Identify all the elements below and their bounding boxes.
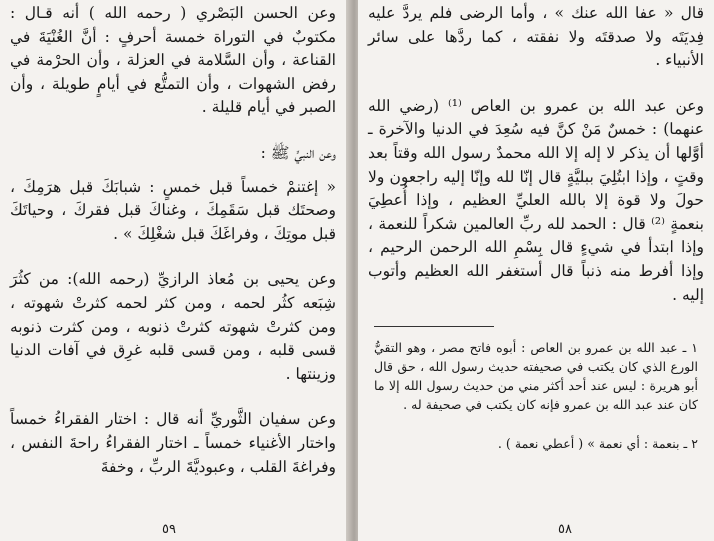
paragraph-hasan-basri: وعن الحسن البَصْري ( رحمه الله ) أنه قـال : مكتوبٌ في التوراة خمسة أحرفٍ : أنَّ الغُنْيَةَ في القناعة ، وأن السَّلامة في العزلة ، وأن الحرْمة في رفض الشهوات ، وأن التمتُّع في أيامٍ طويلة ، وأن الصبر في أيام قليلة . bbox=[10, 4, 336, 117]
right-page bbox=[358, 0, 714, 541]
paragraph-sufyan-thawri: وعن سفيان الثَّوريِّ أنه قال : اختار الفقراءُ خمساً واختار الأغنياء خمساً ـ اختار الفقراءُ راحةَ النفس ، وفراغةَ القلب ، وعبوديَّةَ الربِّ ، وخفةَ bbox=[10, 410, 336, 476]
page-number: ٥٩ bbox=[162, 522, 176, 537]
paragraph-yahya-razi: وعن يحيى بن مُعاذ الرازيِّ (رحمه الله): من كثُرَ شِبَعه كثُر لحمه ، ومن كثر لحمه كثرتْ شهوته ، ومن كثرتْ شهوته كثرتْ ذنوبه ، ومن كثرت ذنوبه قسى قلبه ، ومن قسى قلبه غرِق في آفات الدنيا وزينتها . bbox=[10, 270, 336, 383]
footnotes bbox=[374, 338, 698, 453]
paragraph-hadith-five: « إغتنمْ خمساً قبل خمسٍ : شبابَكَ قبل هرَمِكَ ، وصحتَك قبل سَقَمِكَ ، وغناكَ قبل فقركَ ، وحياتَكَ قبل موتِكَ ، وفراغَكَ قبل شغْلِكَ » . bbox=[10, 177, 336, 243]
left-page bbox=[0, 0, 352, 541]
paragraph-rida: قال « عفا الله عنك » ، وأما الرضى فلم يردَّ عليه فِديَتَه ولا صدقتَه ولا نفقته ، كما ردَّها على سائر الأنبياء . bbox=[368, 4, 704, 70]
page-number: ٥٨ bbox=[558, 522, 572, 537]
left-page-body bbox=[10, 2, 336, 479]
footnote-2: ٢ ـ بنعمة : أي نعمة » ( أعطي نعمة ) . bbox=[497, 436, 698, 451]
paragraph-abdullah-ibn-amr: وعن عبد الله بن عمرو بن العاص ⁽¹⁾ (رضي الله عنهما) : خمسٌ مَنْ كنَّ فيه سُعِدَ في الدنيا والآخرة ـ أوَّلها أن يذكر لا إله إلا الله محمدٌ رسول الله وقتاً بعد وقتٍ ، وإذا ابتُلِيَ ببليَّةٍ قال إنّا لله وإنّا إليه راجعون ولا حولَ ولا قوة إلا بالله العليِّ العظيم ، وإذا أُعطِيَ بنعمةٍ ⁽²⁾ قال : الحمد لله ربِّ العالمين شكراً للنعمة ، وإذا ابتدأ في شيءٍ قال بِسْمِ الله الرحمن الرحيم ، وإذا أفرط منه ذنباً قال أستغفر الله العظيم وأتوب إليه . bbox=[368, 96, 704, 304]
right-page-body bbox=[368, 2, 704, 307]
footnote-1: ١ ـ عبد الله بن عمرو بن العاص : أبوه فاتح مصر ، وهو التقيُّ الورع الذي كان يكتب في صحيفته حديث رسول الله ، حق قال أبو هريرة : ليس عند أحد أكثر مني من حديث رسول الله إلا ما كان عند عبد الله بن عمرو فإنه كان يكتب في صحيفة له . bbox=[374, 340, 698, 412]
paragraph-prophet-intro: وعن النبيِّ ﷺ : bbox=[260, 143, 336, 162]
footnote-separator bbox=[374, 326, 494, 327]
